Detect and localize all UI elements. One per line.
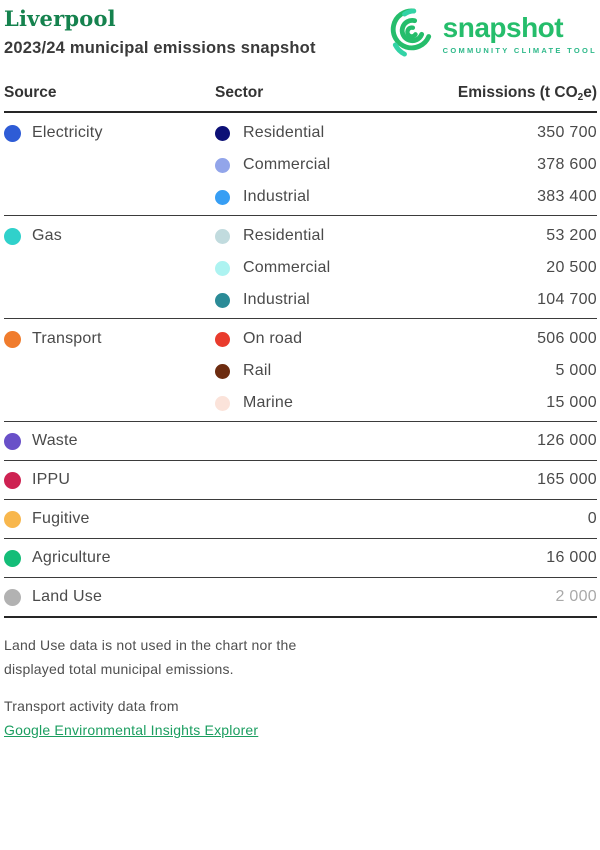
sector-row: [215, 461, 597, 499]
sector-color-dot: [215, 126, 230, 141]
source-color-dot: [4, 228, 21, 245]
sector-label: On road: [243, 330, 303, 347]
sector-row: [215, 355, 597, 387]
sector-row: [215, 117, 597, 149]
sector-label: Residential: [243, 227, 325, 244]
sector-rows: [215, 117, 597, 213]
sector-color-dot: [215, 293, 230, 308]
source-cell: [4, 117, 215, 149]
source-color-dot: [4, 511, 21, 528]
sector-color-dot: [215, 158, 230, 173]
page-subtitle: 2023/24 municipal emissions snapshot: [4, 39, 316, 57]
sector-label: Industrial: [243, 291, 310, 308]
emissions-value: 15 000: [546, 394, 597, 411]
page-header: [4, 6, 597, 72]
logo-wordmark: snapshot: [442, 12, 564, 43]
emissions-value: 506 000: [537, 330, 597, 347]
emissions-value: 378 600: [537, 156, 597, 173]
sector-label: Residential: [243, 124, 325, 141]
source-group-electricity: [4, 113, 597, 216]
sector-rows: [215, 323, 597, 419]
column-header-sector: Sector: [215, 84, 264, 101]
emissions-value: 350 700: [537, 124, 597, 141]
source-label: Waste: [32, 432, 78, 449]
sector-rows: [215, 220, 597, 316]
source-cell: [4, 539, 215, 577]
sector-rows: [215, 422, 597, 460]
column-header-emissions: Emissions (t CO2e): [457, 84, 597, 103]
sector-row: [215, 387, 597, 419]
sector-rows: [215, 500, 597, 538]
google-eie-link[interactable]: Google Environmental Insights Explorer: [4, 722, 259, 738]
sector-row: [215, 578, 597, 616]
sector-row: [215, 149, 597, 181]
land-use-note-line-1: Land Use data is not used in the chart nor the: [4, 637, 297, 653]
logo-text: [443, 6, 597, 55]
footnotes: [4, 633, 597, 742]
source-label: Fugitive: [32, 510, 90, 527]
sector-color-dot: [215, 190, 230, 205]
source-cell: [4, 220, 215, 252]
sector-color-dot: [215, 364, 230, 379]
sector-color-dot: [215, 396, 230, 411]
sector-row: [215, 422, 597, 460]
emissions-value: 16 000: [546, 549, 597, 566]
sector-color-dot: [215, 332, 230, 347]
source-label: Transport: [32, 330, 102, 347]
source-label: Land Use: [32, 588, 103, 605]
emissions-value: 20 500: [546, 259, 597, 276]
transport-note-text: Transport activity data from: [4, 698, 179, 714]
source-group-fugitive: [4, 500, 597, 539]
snapshot-logo: [390, 6, 597, 60]
emissions-value: 165 000: [537, 471, 597, 488]
source-group-land-use: [4, 578, 597, 618]
source-color-dot: [4, 589, 21, 606]
emissions-value: 104 700: [537, 291, 597, 308]
column-header-source: Source: [4, 84, 57, 101]
sector-row: [215, 252, 597, 284]
sector-label: Industrial: [243, 188, 310, 205]
sector-row: [215, 500, 597, 538]
sector-row: [215, 539, 597, 577]
source-cell: [4, 461, 215, 499]
sector-label: Commercial: [243, 259, 331, 276]
land-use-note: [4, 633, 597, 681]
source-cell: [4, 422, 215, 460]
emissions-value: 126 000: [537, 432, 597, 449]
emissions-value: 2 000: [555, 588, 597, 605]
sector-row: [215, 323, 597, 355]
sector-row: [215, 220, 597, 252]
source-label: Agriculture: [32, 549, 111, 566]
source-group-ippu: [4, 461, 597, 500]
city-title: Liverpool: [4, 6, 116, 31]
source-color-dot: [4, 550, 21, 567]
source-label: IPPU: [32, 471, 71, 488]
source-color-dot: [4, 125, 21, 142]
sector-color-dot: [215, 261, 230, 276]
source-label: Electricity: [32, 124, 103, 141]
emissions-value: 5 000: [555, 362, 597, 379]
sector-row: [215, 284, 597, 316]
source-cell: [4, 500, 215, 538]
source-color-dot: [4, 472, 21, 489]
sector-color-dot: [215, 229, 230, 244]
source-group-agriculture: [4, 539, 597, 578]
transport-data-note: [4, 694, 597, 742]
sector-rows: [215, 461, 597, 499]
source-group-transport: [4, 319, 597, 422]
emissions-value: 0: [587, 510, 597, 527]
land-use-note-line-2: displayed total municipal emissions.: [4, 661, 234, 677]
source-cell: [4, 578, 215, 616]
source-cell: [4, 323, 215, 355]
table-header-row: [4, 84, 597, 113]
source-label: Gas: [32, 227, 62, 244]
sector-label: Marine: [243, 394, 294, 411]
sector-rows: [215, 578, 597, 616]
source-group-waste: [4, 422, 597, 461]
source-color-dot: [4, 433, 21, 450]
source-color-dot: [4, 331, 21, 348]
sector-row: [215, 181, 597, 213]
emissions-value: 53 200: [546, 227, 597, 244]
logo-tagline: COMMUNITY CLIMATE TOOL: [442, 46, 597, 55]
emissions-table: [4, 84, 597, 618]
emissions-value: 383 400: [537, 188, 597, 205]
snapshot-spiral-icon: [390, 6, 434, 60]
source-group-gas: [4, 216, 597, 319]
sector-rows: [215, 539, 597, 577]
sector-label: Rail: [243, 362, 272, 379]
sector-label: Commercial: [243, 156, 331, 173]
